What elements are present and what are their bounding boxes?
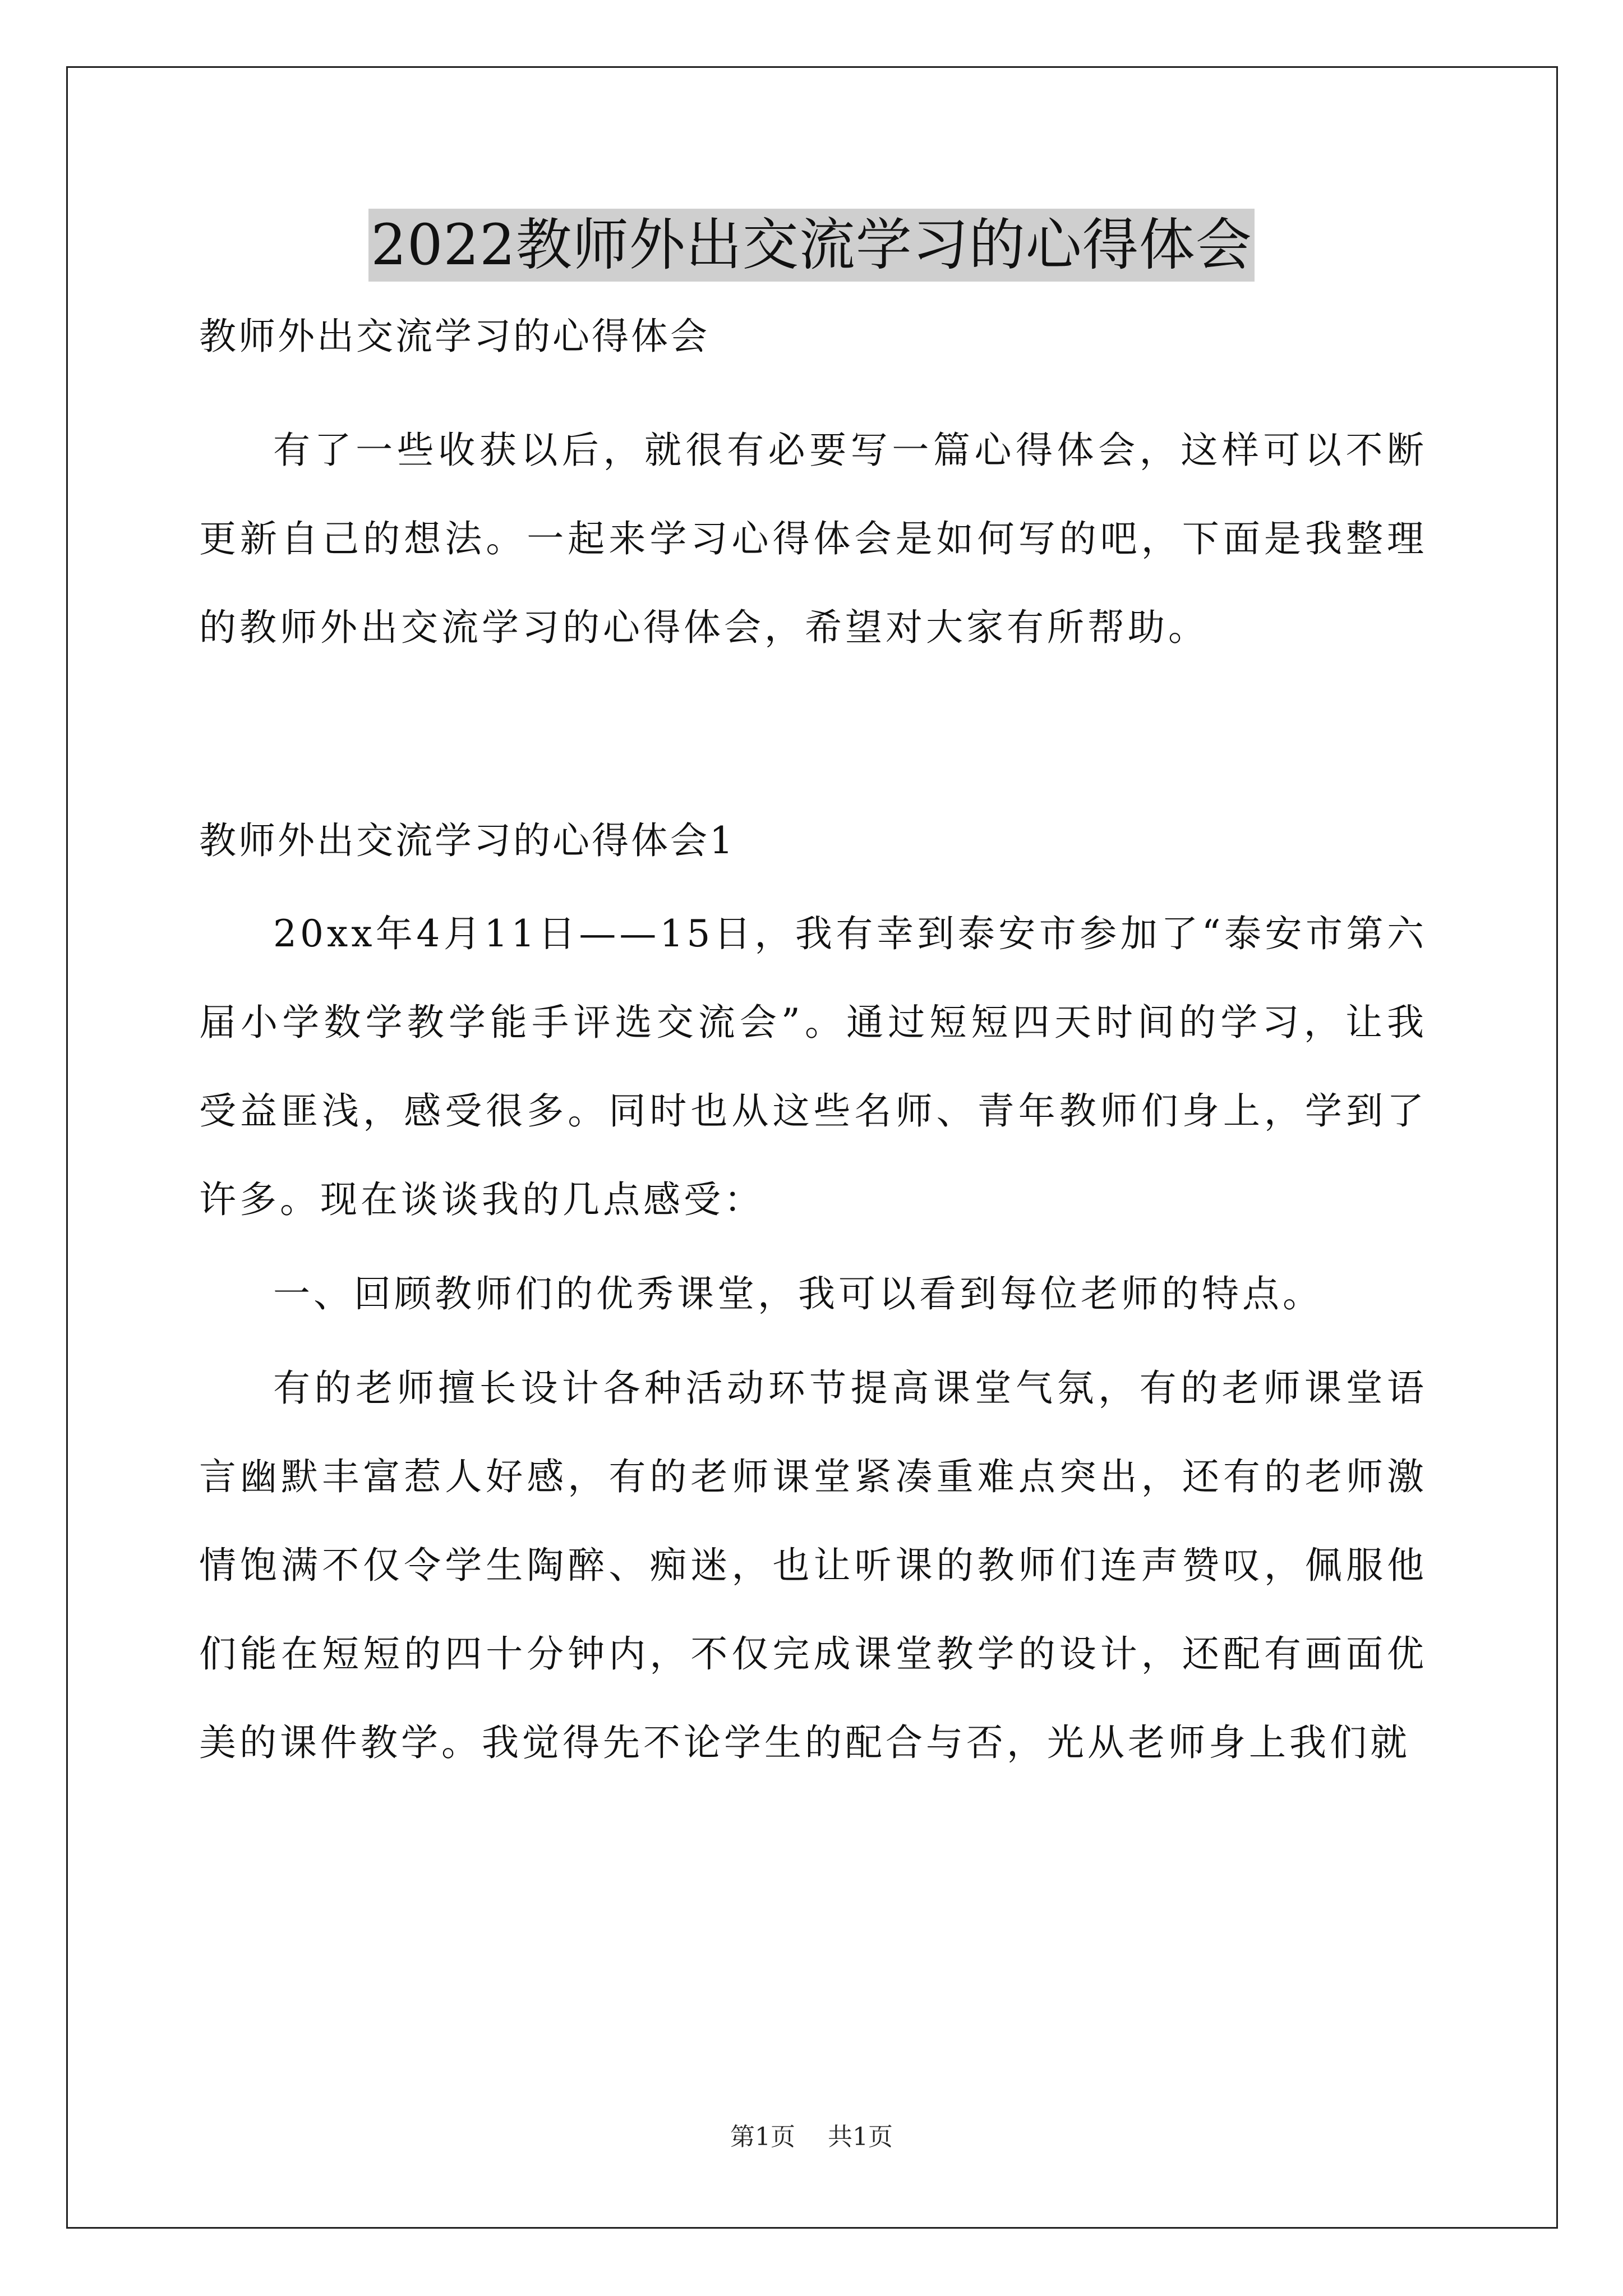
body-paragraph: 一、回顾教师们的优秀课堂，我可以看到每位老师的特点。 [273,1272,1323,1315]
section-heading: 教师外出交流学习的心得体会1 [199,819,735,862]
document-subtitle: 教师外出交流学习的心得体会 [199,315,709,358]
page-number-total: 共1页 [828,2123,893,2151]
body-paragraph: 20xx年4月11日——15日，我有幸到泰安市参加了“泰安市第六届小学数学教学能手评选交流会”。通过短短四天时间的学习，让我受益匪浅，感受很多。同时也从这些名师、青年教师们身上，学到了许多。现在谈谈我的几点感受： [199,912,1427,1221]
page-number-current: 第1页 [730,2123,795,2151]
body-paragraph: 有的老师擅长设计各种活动环节提高课堂气氛，有的老师课堂语言幽默丰富惹人好感，有的老师课堂紧凑重难点突出，还有的老师激情饱满不仅令学生陶醉、痴迷，也让听课的教师们连声赞叹，佩服他们能在短短的四十分钟内，不仅完成课堂教学的设计，还配有画面优美的课件教学。我觉得先不论学生的配合与否，光从老师身上我们就 [199,1366,1427,1764]
document-body [199,314,1427,1787]
page-footer [0,2120,1623,2154]
intro-paragraph: 有了一些收获以后，就很有必要写一篇心得体会，这样可以不断更新自己的想法。一起来学习心得体会是如何写的吧，下面是我整理的教师外出交流学习的心得体会，希望对大家有所帮助。 [199,429,1427,649]
document-title: 2022教师外出交流学习的心得体会 [368,209,1255,282]
title-container [0,209,1623,282]
